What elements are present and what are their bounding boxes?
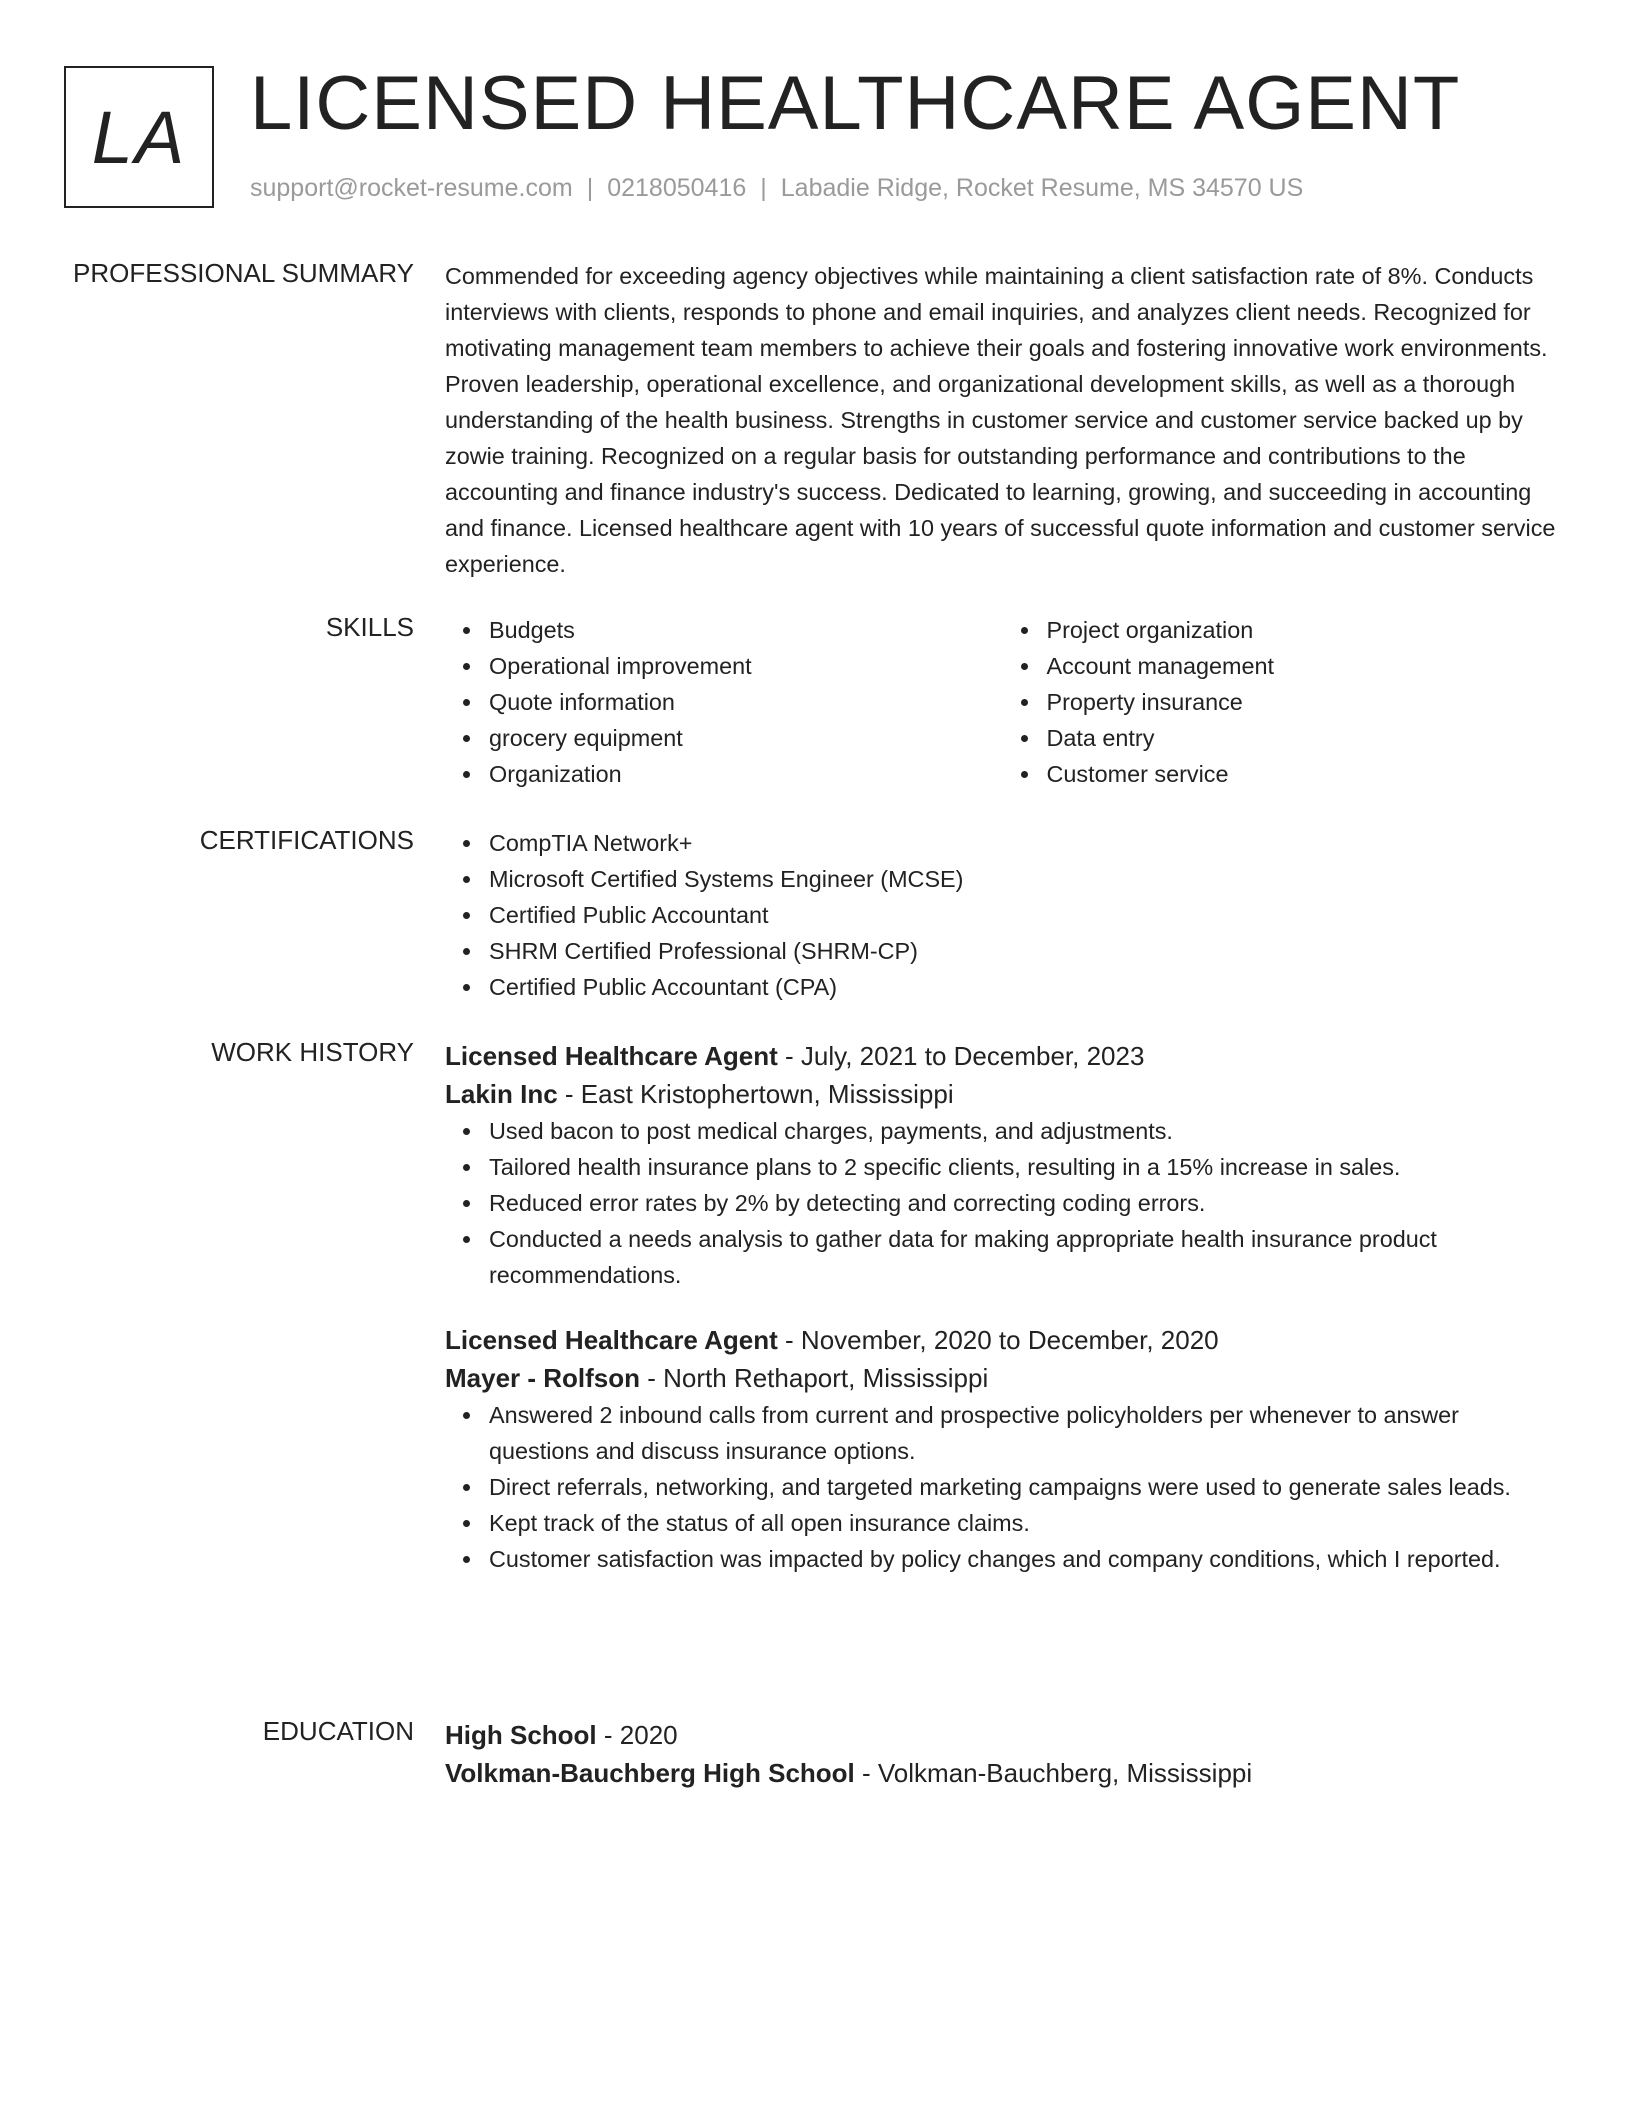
skill-item: Data entry	[1047, 720, 1561, 756]
job-bullet: Kept track of the status of all open insurance claims.	[489, 1505, 1560, 1541]
contact-line	[250, 174, 1303, 203]
job-title: Licensed Healthcare Agent	[445, 1041, 778, 1071]
contact-separator: |	[586, 174, 594, 202]
certification-item: Certified Public Accountant (CPA)	[489, 969, 1560, 1005]
resume-header	[64, 61, 1564, 211]
section-label-certifications: CERTIFICATIONS	[199, 825, 414, 855]
education-school: Volkman-Bauchberg High School	[445, 1758, 855, 1788]
job-bullet: Conducted a needs analysis to gather data for making appropriate health insurance product recommendations.	[489, 1221, 1560, 1293]
education-year: - 2020	[596, 1720, 678, 1750]
job-bullets	[445, 1113, 1560, 1293]
job-title-line	[445, 1037, 1560, 1075]
skills-list-right	[1003, 612, 1561, 792]
page-title: LICENSED HEALTHCARE AGENT	[250, 61, 1461, 146]
skill-item: grocery equipment	[489, 720, 1003, 756]
skill-item: Account management	[1047, 648, 1561, 684]
job-location: - North Rethaport, Mississippi	[640, 1363, 989, 1393]
job-company-line	[445, 1075, 1560, 1113]
job-location: - East Kristophertown, Mississippi	[557, 1079, 954, 1109]
skill-item: Property insurance	[1047, 684, 1561, 720]
education-degree: High School	[445, 1720, 597, 1750]
skills-list-left	[445, 612, 1003, 792]
job-title-line	[445, 1321, 1560, 1359]
education-degree-line	[445, 1716, 1560, 1754]
job-company-line	[445, 1359, 1560, 1397]
job-title: Licensed Healthcare Agent	[445, 1325, 778, 1355]
certification-item: CompTIA Network+	[489, 825, 1560, 861]
skill-item: Operational improvement	[489, 648, 1003, 684]
certification-item: SHRM Certified Professional (SHRM-CP)	[489, 933, 1560, 969]
certification-item: Microsoft Certified Systems Engineer (MCSE)	[489, 861, 1560, 897]
skill-item: Customer service	[1047, 756, 1561, 792]
contact-phone[interactable]: 0218050416	[607, 174, 747, 202]
section-label-skills: SKILLS	[325, 612, 414, 642]
skill-item: Organization	[489, 756, 1003, 792]
job-company: Mayer - Rolfson	[445, 1363, 641, 1393]
contact-email[interactable]: support@rocket-resume.com	[250, 174, 573, 202]
contact-separator: |	[760, 174, 767, 202]
job-company: Lakin Inc	[445, 1079, 558, 1109]
skill-item: Budgets	[489, 612, 1003, 648]
job-bullet: Reduced error rates by 2% by detecting and correcting coding errors.	[489, 1185, 1560, 1221]
contact-address: Labadie Ridge, Rocket Resume, MS 34570 US	[780, 174, 1304, 202]
section-label-education: EDUCATION	[262, 1716, 414, 1746]
job-dates: - November, 2020 to December, 2020	[777, 1325, 1219, 1355]
job-bullet: Tailored health insurance plans to 2 specific clients, resulting in a 15% increase in sales.	[489, 1149, 1560, 1185]
job-bullet: Customer satisfaction was impacted by policy changes and company conditions, which I reported.	[489, 1541, 1560, 1577]
monogram-logo: LA	[64, 66, 214, 208]
job-bullet: Answered 2 inbound calls from current and prospective policyholders per whenever to answer questions and discuss insurance options.	[489, 1397, 1560, 1469]
summary-text: Commended for exceeding agency objectives while maintaining a client satisfaction rate of 8%. Conducts interviews with clients, responds to phone and email inquiries, and analyzes client needs. Recognized for motivating management team members to achieve their goals and fostering innovative work environments. Proven leadership, operational excellence, and organizational development skills, as well as a thorough understanding of the health business. Strengths in customer service and customer service backed up by zowie training. Recognized on a regular basis for outstanding performance and contributions to the accounting and finance industry's success. Dedicated to learning, growing, and succeeding in accounting and finance. Licensed healthcare agent with 10 years of successful quote information and customer service experience.	[445, 263, 1556, 577]
job-entry	[445, 1321, 1560, 1577]
section-label-summary: PROFESSIONAL SUMMARY	[73, 258, 414, 288]
job-entry	[445, 1037, 1560, 1293]
job-bullet: Direct referrals, networking, and targeted marketing campaigns were used to generate sales leads.	[489, 1469, 1560, 1505]
education-location: - Volkman-Bauchberg, Mississippi	[854, 1758, 1253, 1788]
job-bullet: Used bacon to post medical charges, payments, and adjustments.	[489, 1113, 1560, 1149]
skill-item: Project organization	[1047, 612, 1561, 648]
certifications-list	[445, 825, 1560, 1005]
section-label-work-history: WORK HISTORY	[211, 1037, 414, 1067]
education-school-line	[445, 1754, 1560, 1792]
skill-item: Quote information	[489, 684, 1003, 720]
job-bullets	[445, 1397, 1560, 1577]
certification-item: Certified Public Accountant	[489, 897, 1560, 933]
job-dates: - July, 2021 to December, 2023	[777, 1041, 1145, 1071]
